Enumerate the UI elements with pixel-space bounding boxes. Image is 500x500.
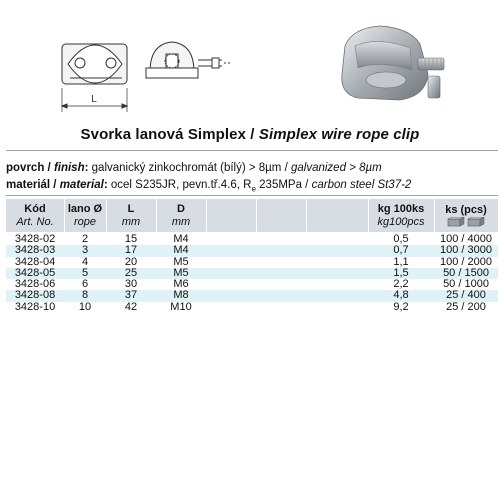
header-empty-1 (206, 199, 256, 232)
header-pieces: ks (pcs) (434, 199, 498, 232)
cell-code: 3428-06 (14, 278, 56, 291)
table-header (6, 199, 498, 232)
package-boxes-icon (446, 217, 486, 227)
cell-pieces: 50 / 1500 (443, 266, 489, 279)
cell-weight: 0,5 (393, 233, 409, 245)
cell-weight: 1,5 (393, 266, 409, 279)
cell-diameter: M10 (170, 300, 192, 313)
cell-diameter: M5 (173, 266, 189, 279)
cell-length: 17 (124, 244, 138, 257)
header-rope: lano Ø rope (67, 202, 103, 228)
cell-weight: 0,7 (393, 244, 409, 257)
cell-diameter: M4 (173, 233, 189, 245)
table-row (6, 268, 498, 279)
material-value-cz2: 235MPa / (259, 179, 309, 191)
cell-length: 25 (124, 266, 138, 279)
cell-diameter: M5 (173, 255, 189, 268)
material-value-cz: ocel S235JR, pevn.tř.4.6, R (110, 179, 252, 191)
cell-length: 37 (124, 289, 138, 302)
table-row (6, 257, 498, 268)
cell-rope: 3 (81, 244, 89, 257)
cell-length: 42 (124, 300, 138, 313)
cell-rope: 5 (81, 266, 89, 279)
cell-pieces: 50 / 1000 (443, 278, 489, 291)
header-empty-3 (306, 199, 368, 232)
finish-spec: povrch / finish: galvanický zinkochromát (bílý) > 8µm / galvanized > 8µm (6, 162, 382, 174)
header-code: Kód Art. No. (16, 202, 54, 228)
cell-code: 3428-10 (14, 300, 56, 313)
cell-pieces: 100 / 3000 (440, 244, 492, 257)
divider-spec (6, 195, 498, 196)
header-empty-2 (256, 199, 306, 232)
cell-weight: 4,8 (393, 289, 409, 302)
header-diameter: D mm (171, 202, 191, 228)
cell-rope: 8 (81, 289, 89, 302)
cell-length: 30 (124, 278, 138, 291)
material-value-en: carbon steel St37-2 (311, 179, 412, 191)
table-row (6, 245, 498, 256)
cell-rope: 6 (81, 278, 89, 291)
cell-weight: 9,2 (393, 300, 409, 313)
cell-code: 3428-04 (14, 255, 56, 268)
cell-code: 3428-03 (14, 244, 56, 257)
title-cz: Svorka lanová Simplex / (80, 126, 255, 143)
finish-value-cz: galvanický zinkochromát (bílý) > 8µm / (91, 162, 288, 174)
clip-side-view-drawing (146, 42, 232, 78)
cell-rope: 4 (81, 255, 89, 268)
cell-length: 20 (124, 255, 138, 268)
cell-pieces: 25 / 200 (446, 300, 486, 313)
material-value-sub: e (251, 184, 256, 194)
divider-top (6, 150, 498, 151)
table-row (6, 279, 498, 290)
finish-label-en: finish (53, 162, 85, 174)
cell-weight: 2,2 (393, 278, 409, 291)
table-row (6, 302, 498, 313)
cell-length: 15 (124, 233, 138, 245)
cell-rope: 10 (78, 300, 92, 313)
cell-pieces: 100 / 4000 (440, 233, 492, 245)
finish-label-cz: povrch / (6, 162, 51, 174)
cell-code: 3428-08 (14, 289, 56, 302)
page-title (0, 126, 500, 143)
header-length: L mm (121, 202, 141, 228)
table-body (6, 234, 498, 313)
cell-pieces: 25 / 400 (446, 289, 486, 302)
material-label-cz: materiál / (6, 179, 57, 191)
title-en: Simplex wire rope clip (258, 126, 420, 143)
cell-diameter: M6 (173, 278, 189, 291)
cell-pieces: 100 / 2000 (440, 255, 492, 268)
table-row (6, 234, 498, 245)
cell-diameter: M8 (173, 289, 189, 302)
header-weight: kg 100ks kg100pcs (377, 202, 425, 228)
cell-code: 3428-02 (14, 233, 56, 245)
clip-product-photo (342, 26, 444, 100)
dimension-label-l: L (91, 94, 97, 105)
cell-rope: 2 (81, 233, 89, 245)
material-label-en: material (59, 179, 104, 191)
cell-code: 3428-05 (14, 266, 56, 279)
cell-weight: 1,1 (393, 255, 409, 268)
product-drawings (0, 0, 500, 125)
finish-value-en: galvanized > 8µm (290, 162, 382, 174)
material-spec: materiál / material: ocel S235JR, pevn.tř.4.6, $R_e$ 235MPa / carbon steel St37-2 (6, 179, 412, 194)
cell-diameter: M4 (173, 244, 189, 257)
